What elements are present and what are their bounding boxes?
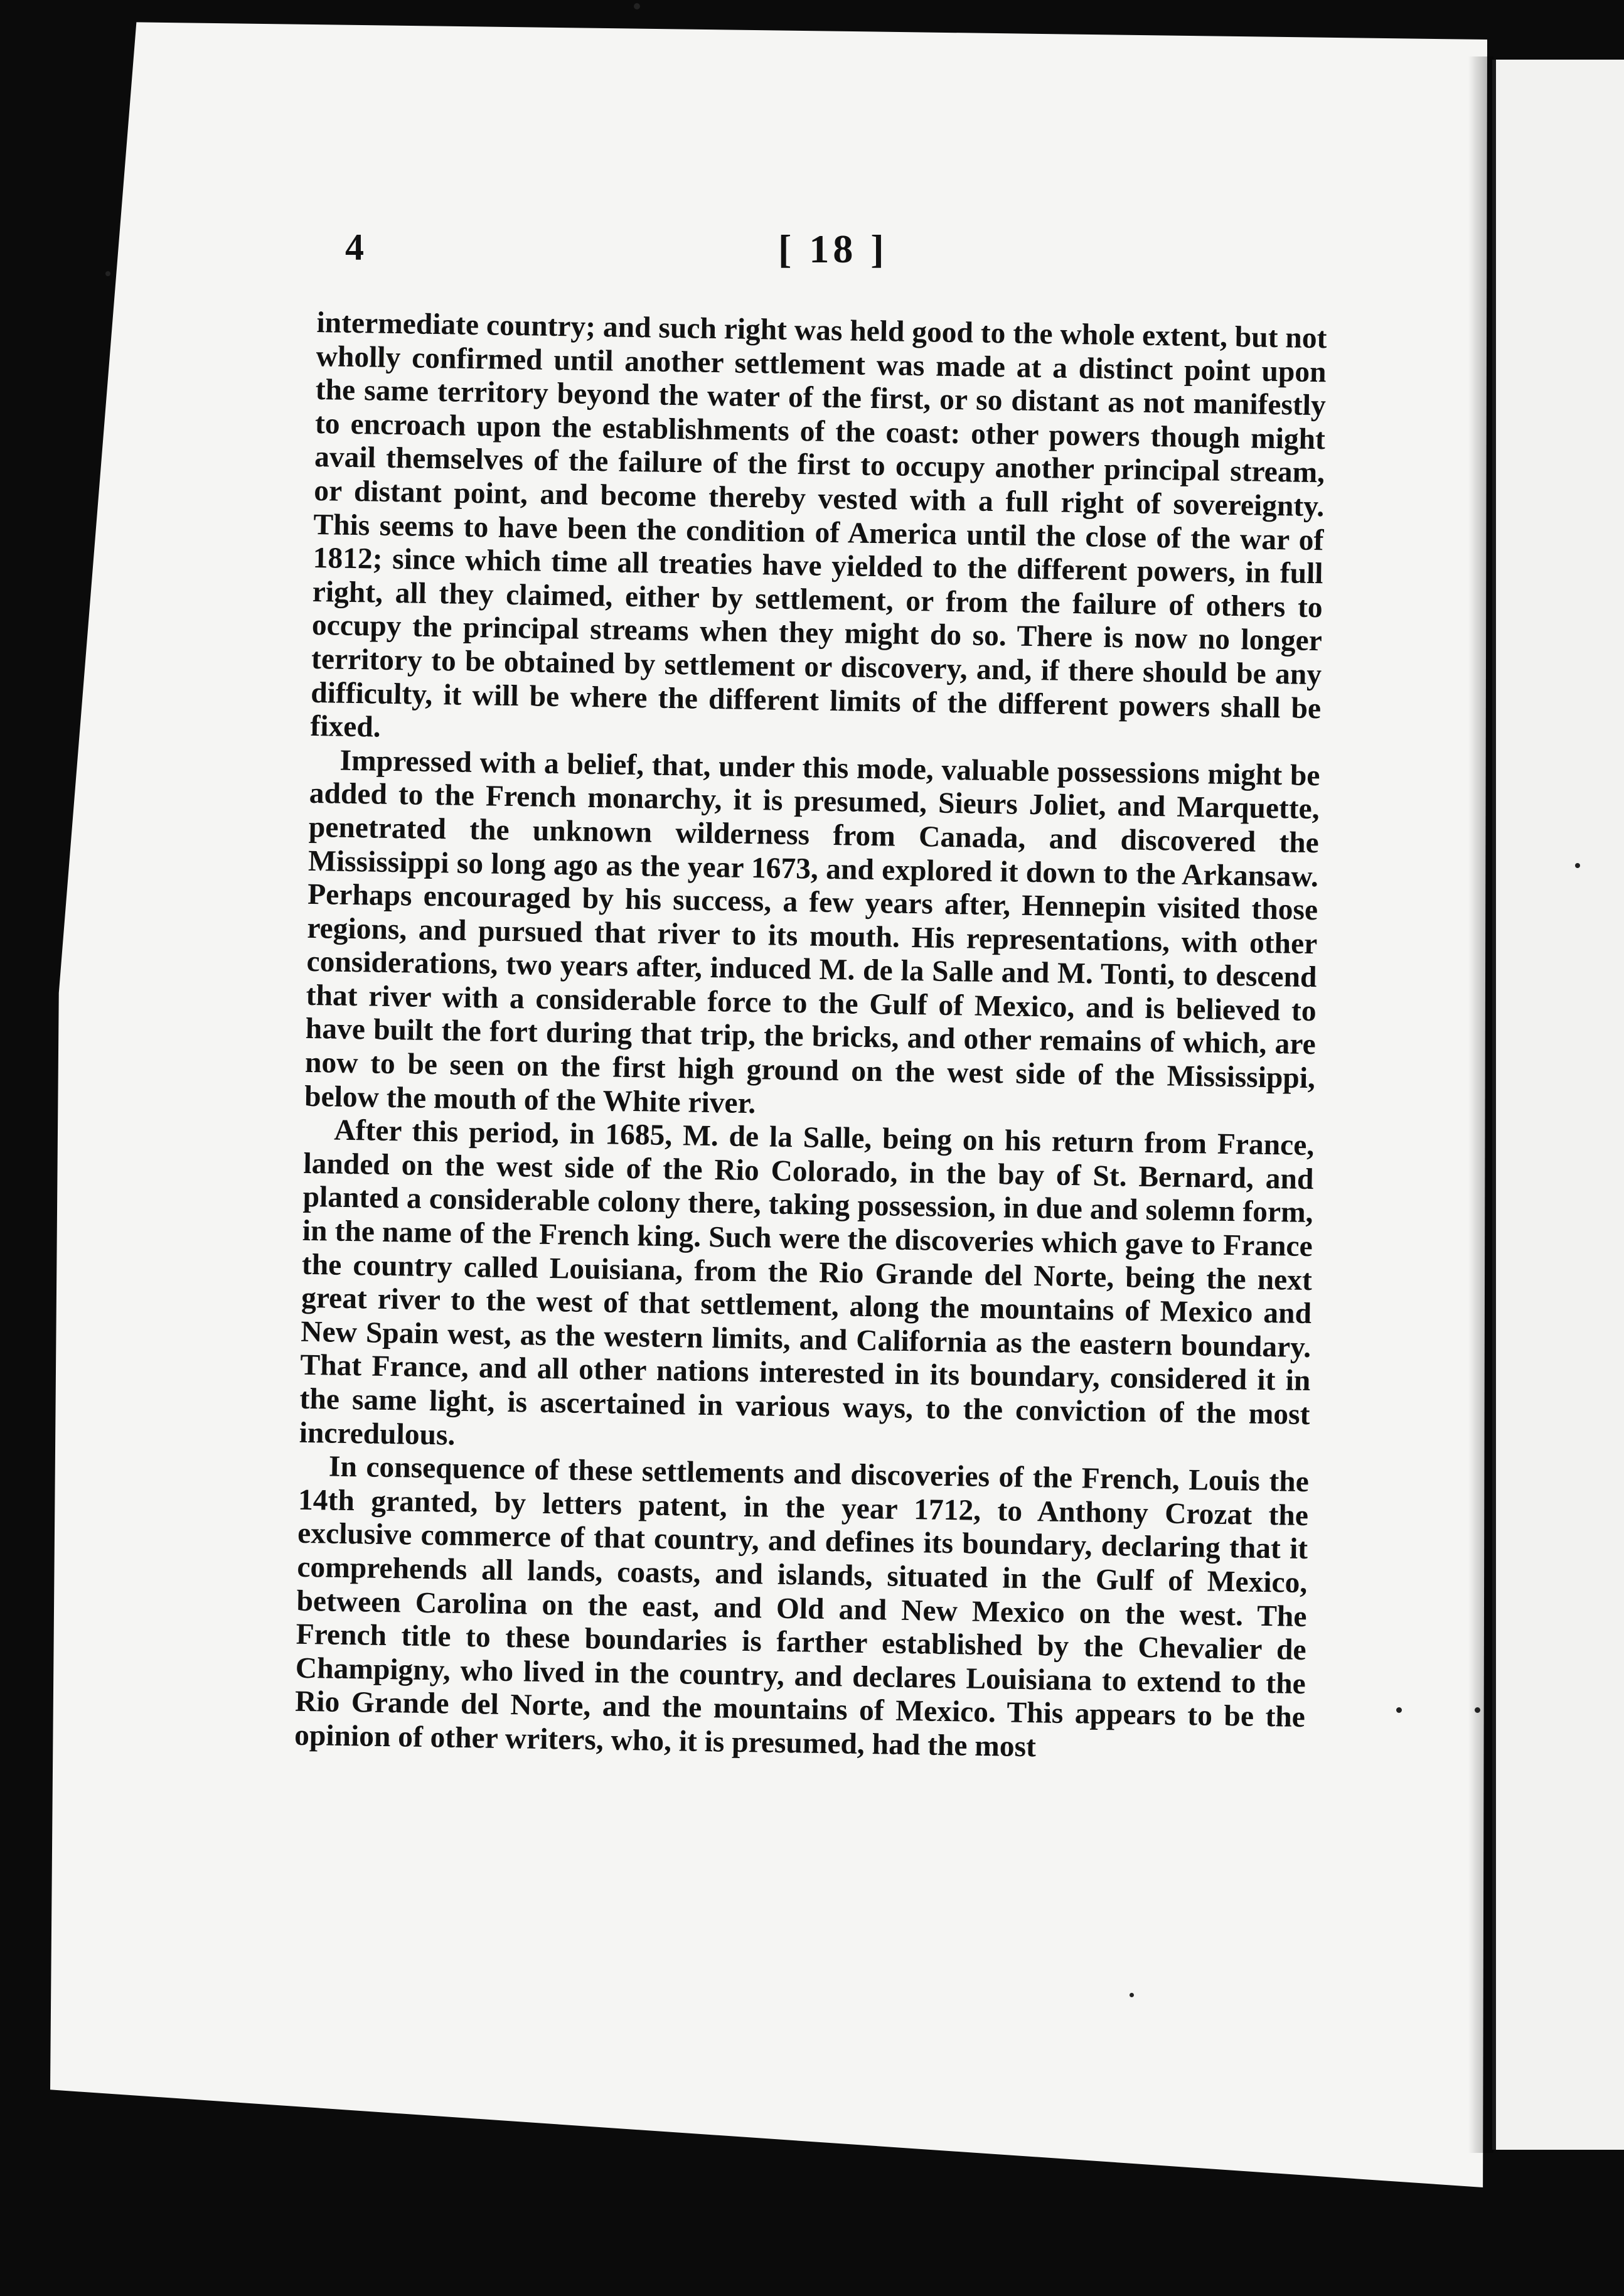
signature-mark: 4 xyxy=(345,227,364,268)
page-header xyxy=(345,226,1349,282)
scan-speck xyxy=(105,271,110,276)
scan-speck xyxy=(1396,1707,1402,1713)
scan-speck xyxy=(1130,1993,1134,1997)
page-number: [ 18 ] xyxy=(778,227,888,271)
body-text xyxy=(294,306,1327,1769)
scan-speck xyxy=(1475,1707,1480,1713)
scan-speck xyxy=(634,3,640,9)
paragraph-1: intermediate country; and such right was held good to the whole extent, but not wholly confirmed until another settlement was made at a distinct point upon the same territory beyond the water of the first, or so distant as not manifestly to encroach upon the establishments of the coast: other powers though might avail themselves of the failure of the first to occupy another principal stream, or distant point, and become thereby vested with a full right of sovereignty. This seems to have been the condition of America until the close of the war of 1812; since which time all treaties have yielded to the different powers, in full right, all they claimed, either by settlement, or from the failure of others to occupy the principal streams when they might do so. There is now no longer territory to be obtained by settlement or discovery, and, if there should be any difficulty, it will be where the different limits of the different powers shall be fixed. xyxy=(310,306,1327,744)
paragraph-2: Impressed with a belief, that, under this mode, valuable possessions might be added to the French monarchy, it is presumed, Sieurs Joliet, and Marquette, penetrated the unknown wilderness from Canada, and discovered the Mississippi so long ago as the year 1673, and explored it down to the Arkansaw. Perhaps encouraged by his success, a few years after, Hennepin visited those regions, and pursued that river to its mouth. His representations, with other considerations, two years after, induced M. de la Salle and M. Tonti, to descend that river with a considerable force to the Gulf of Mexico, and is believed to have built the fort during that trip, the bricks, and other remains of which, are now to be seen on the first high ground on the west side of the Mississippi, below the mouth of the White river. xyxy=(304,744,1320,1120)
paragraph-3: After this period, in 1685, M. de la Salle, being on his return from France, landed on the west side of the Rio Colorado, in the bay of St. Bernard, and planted a considerable colony there, taking possession, in due and solemn form, in the name of the French king. Such were the discoveries which gave to France the country called Louisiana, from the Rio Grande del Norte, being the next great river to the west of that settlement, along the mountains of Mexico and New Spain west, as the western limits, and California as the eastern boundary. That France, and all other nations interested in its boundary, considered it in the same light, is ascertained in various ways, to the conviction of the most incredulous. xyxy=(299,1113,1315,1452)
adjacent-page-edge xyxy=(1492,60,1624,2150)
page-gutter-shadow xyxy=(1468,56,1493,2153)
paragraph-4: In consequence of these settlements and discoveries of the French, Louis the 14th granted, by letters patent, in the year 1712, to Anthony Crozat the exclusive commerce of that country, and defines its boundary, declaring that it comprehends all lands, coasts, and islands, situated in the Gulf of Mexico, between Carolina on the east, and Old and New Mexico on the west. The French title to these boundaries is farther established by the Chevalier de Champigny, who lived in the country, and declares Louisiana to extend to the Rio Grande del Norte, and the mountains of Mexico. This appears to be the opinion of other writers, who, it is presumed, had the most xyxy=(294,1450,1310,1764)
scan-speck xyxy=(1575,863,1580,868)
